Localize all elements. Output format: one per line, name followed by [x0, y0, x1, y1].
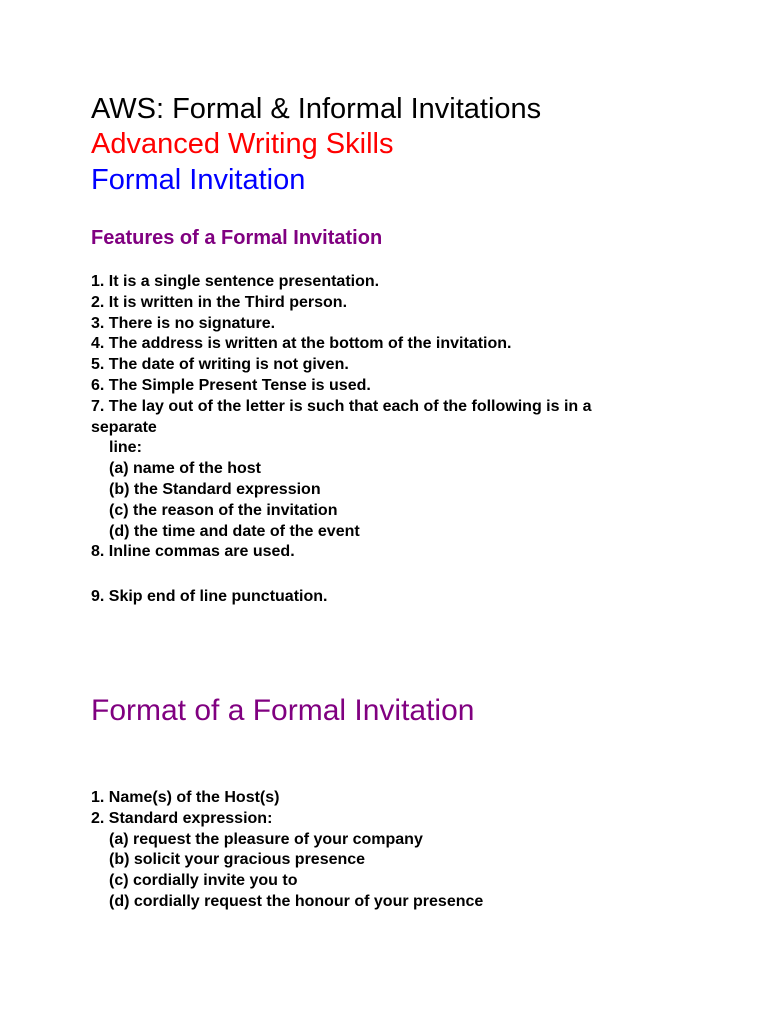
list-item: 2. It is written in the Third person.	[91, 293, 348, 311]
list-item-continuation: separate	[91, 418, 157, 436]
document-title: AWS: Formal & Informal Invitations	[91, 93, 542, 125]
list-item: 6. The Simple Present Tense is used.	[91, 376, 371, 394]
list-item: 3. There is no signature.	[91, 314, 276, 332]
list-item: 8. Inline commas are used.	[91, 543, 295, 561]
list-item: 4. The address is written at the bottom of the invitation.	[91, 335, 512, 353]
document-subtitle: Advanced Writing Skills	[91, 128, 394, 160]
features-list	[91, 272, 592, 563]
list-item: 7. The lay out of the letter is such that each of the following is in a	[91, 397, 592, 415]
list-subitem: (d) the time and date of the event	[109, 522, 360, 540]
list-subitem: (a) request the pleasure of your company	[109, 830, 423, 848]
list-subitem: (d) cordially request the honour of your presence	[109, 892, 484, 910]
list-item: 9. Skip end of line punctuation.	[91, 588, 328, 605]
list-subitem: (b) the Standard expression	[109, 480, 321, 498]
list-subitem: (a) name of the host	[109, 460, 262, 478]
list-subitem: (c) cordially invite you to	[109, 872, 298, 890]
list-item: 1. It is a single sentence presentation.	[91, 273, 380, 290]
format-heading: Format of a Formal Invitation	[91, 694, 475, 727]
list-subitem: (b) solicit your gracious presence	[109, 851, 366, 869]
list-item-continuation: line:	[109, 439, 142, 457]
list-item: 5. The date of writing is not given.	[91, 356, 349, 374]
format-list	[91, 788, 483, 913]
list-subitem: (c) the reason of the invitation	[109, 501, 338, 519]
list-item: 1. Name(s) of the Host(s)	[91, 789, 280, 806]
section-title: Formal Invitation	[91, 164, 306, 196]
features-list-item-9	[91, 587, 327, 608]
features-heading: Features of a Formal Invitation	[91, 227, 383, 249]
list-item: 2. Standard expression:	[91, 809, 273, 827]
